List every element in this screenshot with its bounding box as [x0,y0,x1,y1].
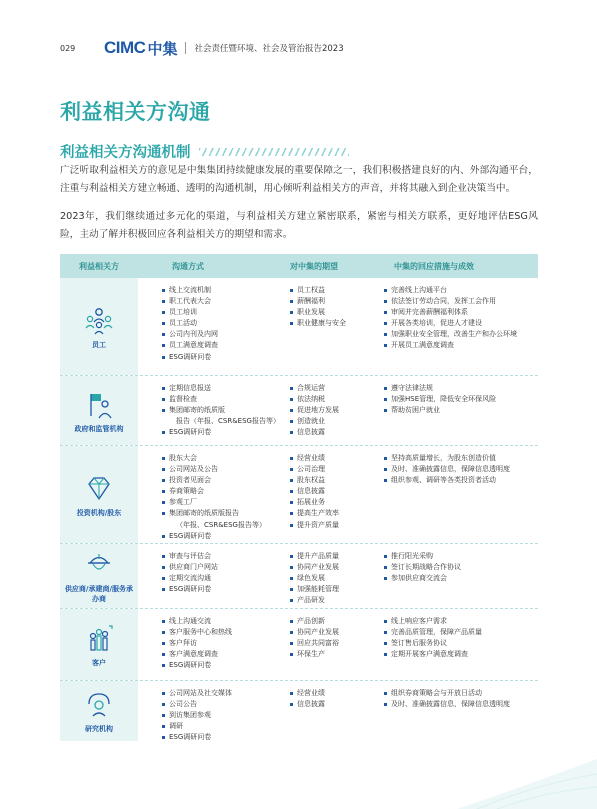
stakeholder-cell [60,376,138,445]
list-item: 审阅并完善薪酬福利体系 [384,307,538,318]
list-item: 协同产业发展 [290,627,384,638]
list-item: 定期交流沟通 [162,573,290,584]
list-item: 公司治理 [290,464,384,475]
intro-paragraph-2: 2023年，我们继续通过多元化的渠道，与利益相关方建立紧密联系，紧密与相关方联系，更好地评估ESG风险，主动了解并积极回应各利益相关方的期望和需求。 [60,211,538,240]
list-item: 员工活动 [162,318,290,329]
list-item: 投资者见面会 [162,475,290,486]
table-row [60,446,538,544]
header-channels: 沟通方式 [172,261,204,271]
responses-cell [384,446,538,543]
table-header [60,254,538,278]
list-item: 到访集团参观 [162,710,290,721]
header-divider [185,42,186,54]
channels-list [162,551,290,595]
responses-list [384,551,538,584]
list-item: （年报、CSR&ESG报告等） [176,520,266,529]
expectations-cell [290,376,384,445]
responses-cell [384,609,538,680]
list-item: 加强能耗管理 [290,584,384,595]
stakeholder-label: 供应商/承建商/服务承办商 [64,585,134,603]
expectations-list [290,453,384,531]
decorative-dashes [199,148,349,156]
table-row [60,376,538,446]
responses-list [384,453,538,486]
channels-cell [138,278,290,375]
responses-list [384,616,538,660]
list-item: 参观工厂 [162,497,290,508]
stakeholder-table [60,254,538,741]
list-item: 券商策略会 [162,486,290,497]
list-item: 定期开展客户满意度调查 [384,649,538,660]
stakeholder-label: 研究机构 [85,725,113,733]
list-item: 完善品质管理，保障产品质量 [384,627,538,638]
supplier-icon [83,548,115,580]
list-item: 绿色发展 [290,573,384,584]
expectations-list [290,285,384,329]
table-body [60,278,538,741]
responses-cell [384,278,538,375]
stakeholder-label: 投资机构/股东 [76,508,122,517]
expectations-list [290,551,384,606]
expectations-cell [290,681,384,741]
list-item: 组织券商策略会与开放日活动 [384,688,538,699]
government-icon [83,388,115,420]
section-title: 利益相关方沟通 [60,100,211,124]
channels-cell [138,681,290,741]
list-item: 完善线上沟通平台 [384,285,538,296]
list-item: 签订售后服务协议 [384,638,538,649]
header-expectations: 对中集的期望 [290,261,338,271]
list-item: 员工满意度调查 [162,340,290,351]
list-item: 开展各类培训，促进人才建设 [384,318,538,329]
table-row [60,609,538,681]
subsection-heading [60,141,537,162]
responses-cell [384,681,538,741]
list-item: 职工代表大会 [162,296,290,307]
stakeholder-cell [60,544,138,608]
list-item: 回应共同富裕 [290,638,384,649]
list-item: 职业发展 [290,307,384,318]
list-item: 经营业绩 [290,453,384,464]
list-item: 公司公告 [162,699,290,710]
list-item: ESG调研问卷 [162,584,290,595]
list-item: 创造就业 [290,416,384,427]
list-item: 员工权益 [290,285,384,296]
list-item: 参加供应商交流会 [384,573,538,584]
intro-paragraph-1: 广泛听取利益相关方的意见是中集集团持续健康发展的重要保障之一，我们积极搭建良好的内、外部沟通平台，注重与利益相关方建立畅通、透明的沟通机制，用心倾听利益相关方的声音，并将其融入到企业决策当中。 [60,165,538,194]
list-item: 合规运营 [290,383,384,394]
page-number: 029 [60,43,76,53]
list-item: 产品研发 [290,595,384,606]
expectations-list [290,383,384,438]
list-item: 线上交流机制 [162,285,290,296]
expectations-cell [290,446,384,543]
channels-list [162,285,290,363]
list-item: 职业健康与安全 [290,318,384,329]
responses-cell [384,544,538,608]
list-item: 开展员工满意度调查 [384,340,538,351]
cimc-logo: CIMC [104,38,146,57]
stakeholder-label: 政府和监管机构 [74,424,124,433]
list-item: 加强HSE管理，降低安全环保风险 [384,394,538,405]
list-item: 信息披露 [290,699,384,710]
stakeholder-cell [60,681,138,741]
list-item: 公司网站及社交媒体 [162,688,290,699]
channels-cell [138,376,290,445]
customer-icon [83,622,115,654]
subsection-title: 利益相关方沟通机制 [60,145,191,161]
list-item: 组织参观、调研等各类投资者活动 [384,475,538,486]
channels-cell [138,609,290,680]
list-item: 股东权益 [290,475,384,486]
responses-list [384,285,538,352]
expectations-list [290,616,384,660]
table-row [60,544,538,609]
channels-list [162,453,290,542]
channels-list [162,383,290,438]
list-item: ESG调研问卷 [162,531,290,542]
expectations-list [290,688,384,710]
list-item: 加强职业安全管理，改善生产和办公环境 [384,329,538,340]
list-item: 经营业绩 [290,688,384,699]
list-item: 帮助贫困户就业 [384,405,538,416]
employees-icon [83,304,115,336]
corner-wave-decoration [457,749,597,809]
list-item: ESG调研问卷 [162,352,290,363]
list-item: 提升资产质量 [290,520,384,531]
list-item: 及时、准确披露信息，保障信息透明度 [384,699,538,710]
list-item: 线上响应客户需求 [384,616,538,627]
header-responses: 中集的回应措施与成效 [394,261,474,271]
list-item: 环保生产 [290,649,384,660]
stakeholder-cell [60,609,138,680]
list-item: 公司内刊及内网 [162,329,290,340]
page-header [60,38,344,58]
channels-list [162,688,290,743]
list-item: 提升产品质量 [290,551,384,562]
list-item: 促进地方发展 [290,405,384,416]
responses-cell [384,376,538,445]
stakeholder-cell [60,278,138,375]
report-title: 社会责任暨环境、社会及管治报告2023 [194,44,344,54]
list-item: 线上沟通交流 [162,616,290,627]
list-item: 推行阳光采购 [384,551,538,562]
list-item: 提高生产效率 [290,508,384,519]
list-item: 客户满意度调查 [162,649,290,660]
channels-list [162,616,290,671]
list-item: 调研 [162,721,290,732]
list-item: 公司网站及公告 [162,464,290,475]
header-stakeholder: 利益相关方 [79,261,119,271]
list-item: 审查与评估会 [162,551,290,562]
diamond-icon [83,472,115,504]
list-item: 坚持高质量增长，为股东创造价值 [384,453,538,464]
list-item: ESG调研问卷 [162,732,290,743]
research-icon [83,688,115,720]
list-item: 员工培训 [162,307,290,318]
list-item: 信息披露 [290,427,384,438]
list-item: 报告（年报、CSR&ESG报告等） [176,417,280,426]
list-item: 产品创新 [290,616,384,627]
channels-cell [138,446,290,543]
list-item: 客户服务中心和热线 [162,627,290,638]
table-row [60,278,538,376]
list-item: 协同产业发展 [290,562,384,573]
list-item: 定期信息报送 [162,383,290,394]
channels-cell [138,544,290,608]
table-row [60,681,538,741]
list-item: 薪酬福利 [290,296,384,307]
list-item: 客户拜访 [162,638,290,649]
stakeholder-cell [60,446,138,543]
expectations-cell [290,278,384,375]
list-item: 签订长期战略合作协议 [384,562,538,573]
list-item: 拓展业务 [290,497,384,508]
list-item: ESG调研问卷 [162,427,290,438]
list-item: 及时、准确披露信息，保障信息透明度 [384,464,538,475]
list-item: 供应商门户网站 [162,562,290,573]
list-item: 依法纳税 [290,394,384,405]
responses-list [384,383,538,416]
list-item: 依法签订劳动合同，发挥工会作用 [384,296,538,307]
cimc-logo-cn: 中集 [147,39,178,58]
stakeholder-label: 客户 [92,658,106,667]
list-item: 信息披露 [290,486,384,497]
list-item: ESG调研问卷 [162,660,290,671]
expectations-cell [290,544,384,608]
list-item: 股东大会 [162,453,290,464]
responses-list [384,688,538,710]
list-item: 遵守法律法规 [384,383,538,394]
list-item: 集团邮寄的纸质版报告 [162,508,290,519]
list-item: 集团邮寄的纸质版 [162,405,290,416]
list-item: 监督检查 [162,394,290,405]
stakeholder-label: 员工 [92,340,106,349]
expectations-cell [290,609,384,680]
